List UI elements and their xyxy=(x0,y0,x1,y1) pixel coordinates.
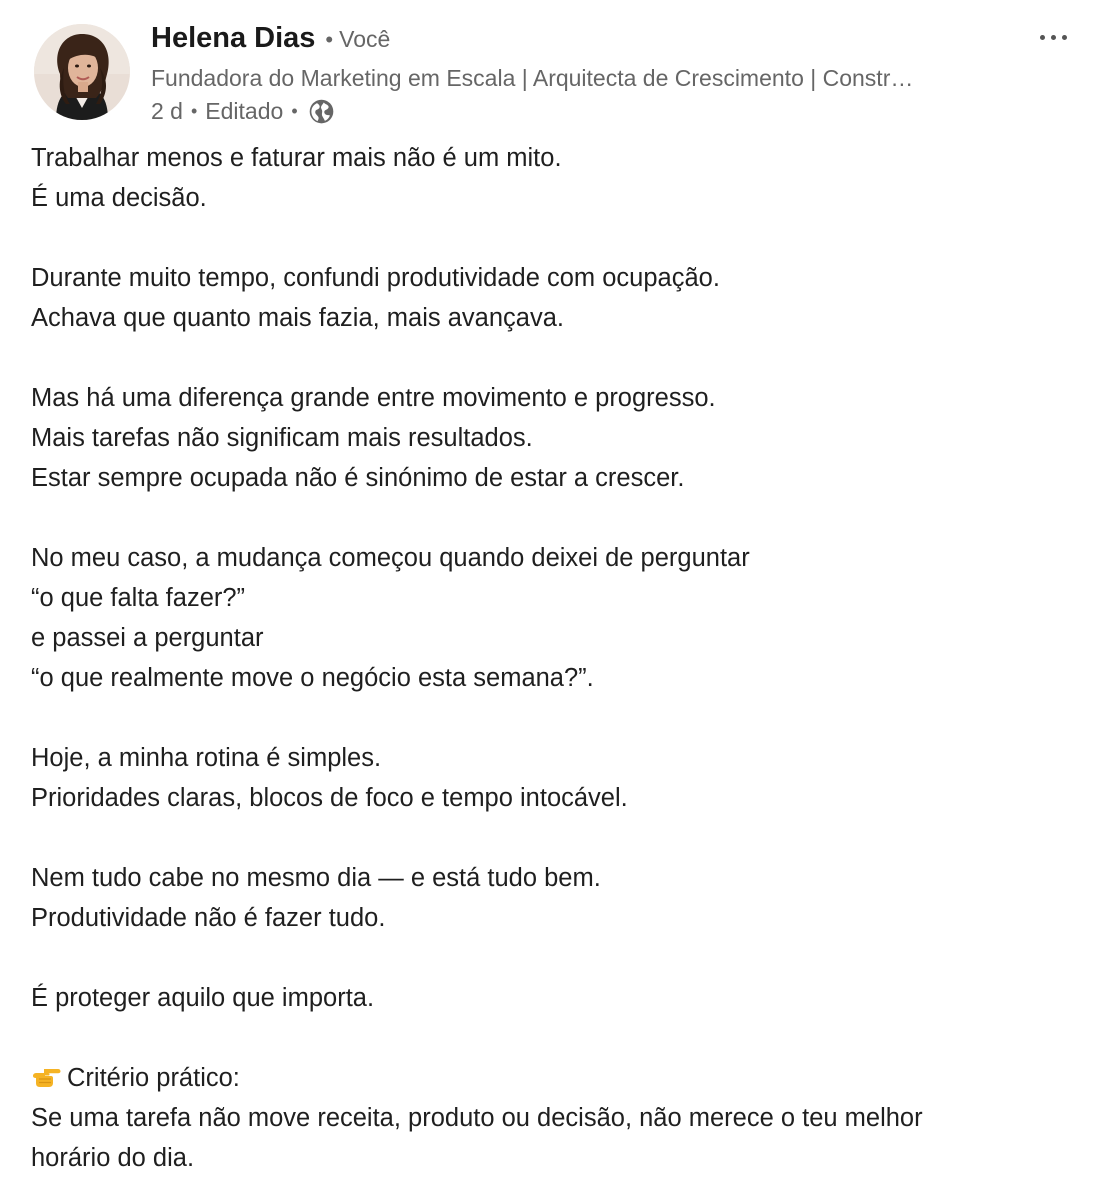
post-header xyxy=(151,22,1011,128)
post-line: Trabalhar menos e faturar mais não é um mito. xyxy=(31,144,562,172)
post-line: Hoje, a minha rotina é simples. xyxy=(31,744,382,772)
separator-dot: • xyxy=(291,100,298,121)
post-meta xyxy=(151,94,1011,128)
post-line: Mas há uma diferença grande entre movimento e progresso. xyxy=(31,384,716,412)
dot xyxy=(1051,35,1056,40)
paragraph-gap xyxy=(31,698,1071,738)
criterion-heading xyxy=(31,1058,1071,1098)
post-line: Estar sempre ocupada não é sinónimo de estar a crescer. xyxy=(31,464,685,492)
dot xyxy=(1062,35,1067,40)
post-line: No meu caso, a mudança começou quando deixei de perguntar xyxy=(31,544,750,572)
paragraph-gap xyxy=(31,338,1071,378)
post-line: horário do dia. xyxy=(31,1144,195,1172)
criterion-label: Critério prático: xyxy=(67,1064,240,1092)
post-line: e passei a perguntar xyxy=(31,624,264,652)
author-name-line xyxy=(151,22,1011,62)
separator-dot: • xyxy=(190,100,198,121)
post-line: Mais tarefas não significam mais resultados. xyxy=(31,424,533,452)
post-line: Se uma tarefa não move receita, produto ou decisão, não merece o teu melhor xyxy=(31,1104,923,1132)
author-avatar[interactable] xyxy=(34,24,130,120)
globe-icon[interactable] xyxy=(308,98,335,125)
edited-label: Editado xyxy=(205,97,284,124)
paragraph-gap xyxy=(31,938,1071,978)
post-line: Produtividade não é fazer tudo. xyxy=(31,904,386,932)
post-time: 2 d xyxy=(151,97,183,124)
author-name[interactable]: Helena Dias xyxy=(151,22,316,54)
paragraph-gap xyxy=(31,1018,1071,1058)
post-line: É uma decisão. xyxy=(31,184,207,212)
more-options-icon[interactable] xyxy=(1028,22,1078,52)
paragraph-gap xyxy=(31,498,1071,538)
post-line: “o que falta fazer?” xyxy=(31,584,246,612)
dot xyxy=(1040,35,1045,40)
post-line: É proteger aquilo que importa. xyxy=(31,984,375,1012)
paragraph-gap xyxy=(31,818,1071,858)
post-line: “o que realmente move o negócio esta semana?”. xyxy=(31,664,594,692)
post-line: Achava que quanto mais fazia, mais avançava. xyxy=(31,304,564,332)
post-line: Prioridades claras, blocos de foco e tempo intocável. xyxy=(31,784,628,812)
separator-dot: • xyxy=(325,27,334,52)
avatar-photo xyxy=(34,24,130,120)
author-headline: Fundadora do Marketing em Escala | Arquitecta de Crescimento | Constr… xyxy=(151,65,914,91)
post-line: Durante muito tempo, confundi produtividade com ocupação. xyxy=(31,264,720,292)
pointing-hand-icon xyxy=(31,1060,61,1082)
connection-degree: Você xyxy=(339,26,391,52)
post-body xyxy=(31,138,1071,1178)
post-line: Nem tudo cabe no mesmo dia — e está tudo bem. xyxy=(31,864,601,892)
paragraph-gap xyxy=(31,218,1071,258)
